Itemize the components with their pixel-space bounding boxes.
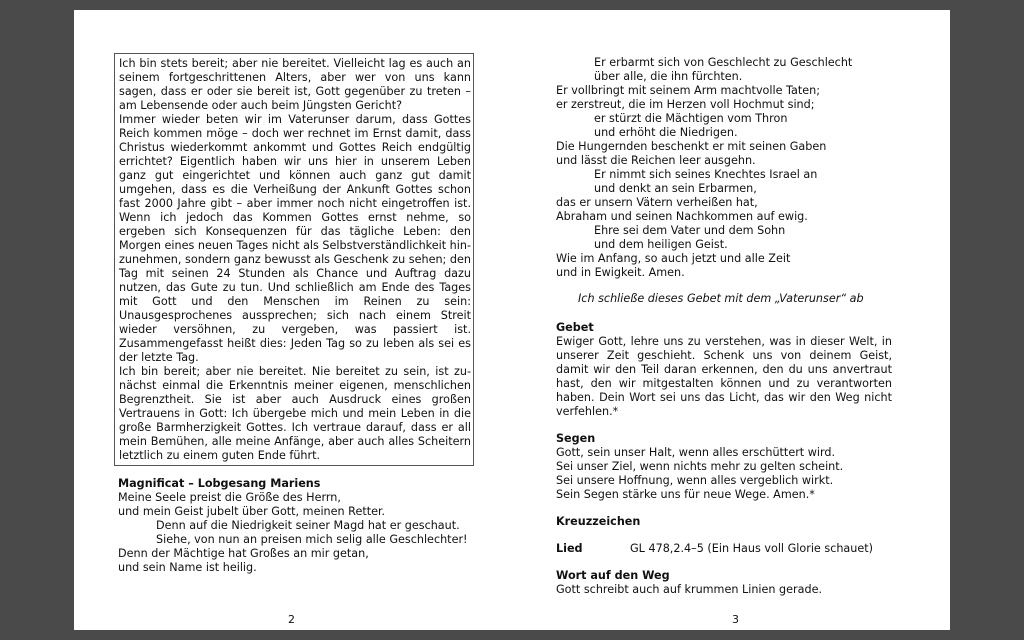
- verse-line: Er vollbringt mit seinem Arm machtvolle Taten;: [556, 84, 821, 97]
- page-left: [74, 10, 512, 630]
- gebet-heading: Gebet: [556, 321, 594, 334]
- document-spread: [74, 10, 950, 630]
- verse-line: Abraham und seinen Nachkommen auf ewig.: [556, 210, 808, 223]
- verse-line: Wie im Anfang, so auch jetzt und alle Zeit: [556, 252, 791, 265]
- wort-text: Gott schreibt auch auf krummen Linien gerade.: [556, 583, 823, 596]
- segen-line: Sein Segen stärke uns für neue Wege. Amen.*: [556, 488, 815, 501]
- verse-line: und sein Name ist heilig.: [118, 561, 257, 574]
- verse-line: Siehe, von nun an preisen mich selig alle Geschlechter!: [156, 533, 468, 546]
- magnificat-section: [118, 477, 478, 575]
- verse-line: und erhöht die Niedrigen.: [594, 126, 738, 139]
- lied-row: [556, 542, 892, 556]
- magnificat-title: Magnificat – Lobgesang Mariens: [118, 477, 321, 490]
- right-column: [556, 56, 892, 597]
- box-paragraph: Ich bin stets bereit; aber nie bereitet. Vielleicht lag es auch an seinem fortgeschrittenen Alters, aber wer von uns kann sagen, dass er oder sie bereit ist, Gott gegenüber zu treten – am Lebensende oder auch beim Jüngsten Gericht?: [119, 57, 471, 112]
- gebet-text: Ewiger Gott, lehre uns zu verstehen, was in dieser Welt, in unserer Zeit geschieht. Schenk uns von deinem Geist, damit wir den Teil daran erkennen, den du uns anvertraut hast, den wir mitgestalten können und zu verantworten haben. Dein Wort sei uns das Licht, das wir den Weg nicht verfehlen.*: [556, 335, 892, 418]
- rubric-instruction: Ich schließe dieses Gebet mit dem „Vaterunser“ ab: [578, 292, 864, 305]
- segen-line: Sei unsere Hoffnung, wenn alles vergeblich wirkt.: [556, 474, 834, 487]
- verse-line: Denn auf die Niedrigkeit seiner Magd hat er geschaut.: [156, 519, 460, 532]
- verse-line: Meine Seele preist die Größe des Herrn,: [118, 491, 341, 504]
- verse-line: und lässt die Reichen leer ausgehn.: [556, 154, 756, 167]
- verse-line: Die Hungernden beschenkt er mit seinen Gaben: [556, 140, 827, 153]
- page-number: 2: [288, 613, 295, 626]
- verse-line: und mein Geist jubelt über Gott, meinen Retter.: [118, 505, 386, 518]
- verse-line: er stürzt die Mächtigen vom Thron: [594, 112, 788, 125]
- wort-heading: Wort auf den Weg: [556, 569, 670, 582]
- verse-line: Denn der Mächtige hat Großes an mir getan,: [118, 547, 369, 560]
- kreuzzeichen-heading: Kreuzzeichen: [556, 515, 641, 528]
- verse-line: Er erbarmt sich von Geschlecht zu Geschlecht: [594, 56, 853, 69]
- verse-line: er zerstreut, die im Herzen voll Hochmut sind;: [556, 98, 815, 111]
- page-number: 3: [732, 613, 739, 626]
- verse-line: über alle, die ihn fürchten.: [594, 70, 743, 83]
- lied-label: Lied: [556, 542, 583, 555]
- verse-line: das er unsern Vätern verheißen hat,: [556, 196, 758, 209]
- verse-line: und denkt an sein Erbarmen,: [594, 182, 757, 195]
- lied-text: GL 478,2.4–5 (Ein Haus voll Glorie schauet): [630, 542, 874, 555]
- segen-line: Gott, sein unser Halt, wenn alles erschüttert wird.: [556, 446, 836, 459]
- reflection-box: [114, 53, 474, 466]
- verse-line: und dem heiligen Geist.: [594, 238, 728, 251]
- segen-line: Sei unser Ziel, wenn nichts mehr zu gelten scheint.: [556, 460, 844, 473]
- segen-heading: Segen: [556, 432, 596, 445]
- page-right: [512, 10, 950, 630]
- verse-line: Er nimmt sich seines Knechtes Israel an: [594, 168, 818, 181]
- box-paragraph: Immer wieder beten wir im Vaterunser darum, dass Gottes Reich kommen möge – doch wer rechnet im Ernst damit, dass Christus wiederkommt ankommt und Gottes Reich endgültig errichtet? Eigentlich haben wir uns hier in unserem Leben ganz gut eingerichtet und können auch ganz gut damit umgehen, dass es die Verheißung der Ankunft Gottes schon fast 2000 Jahre gibt – aber immer noch nicht eingetroffen ist. Wenn ich jedoch das Kommen Gottes ernst nehme, so ergeben sich Konsequenzen für das tägliche Leben: den Morgen eines neuen Tages nicht als Selbstverständlichkeit hin-zunehmen, sondern ganz bewusst als Geschenk zu sehen; den Tag mit seinen 24 Stunden als Chance und Auftrag dazu nutzen, das Gute zu tun. Und schließlich am Ende des Tages mit Gott und den Menschen im Reinen zu sein: Unausgesprochenes aussprechen; sich nach einem Streit wieder versöhnen, zu vergeben, was passiert ist. Zusammengefasst heißt dies: Jeden Tag so zu leben als sei es der letzte Tag.: [119, 113, 471, 364]
- box-paragraph: Ich bin bereit; aber nie bereitet. Nie bereitet zu sein, ist zu-nächst einmal die Erkenntnis meiner eigenen, menschlichen Begrenztheit. Sie ist aber auch Ausdruck eines großen Vertrauens in Gott: Ich übergebe mich und mein Leben in die große Barmherzigkeit Gottes. Ich vertraue darauf, dass er all mein Bemühen, alle meine Anfänge, aber auch alles Scheitern letztlich zu einem guten Ende führt.: [119, 365, 471, 462]
- verse-line: und in Ewigkeit. Amen.: [556, 266, 685, 279]
- verse-line: Ehre sei dem Vater und dem Sohn: [594, 224, 786, 237]
